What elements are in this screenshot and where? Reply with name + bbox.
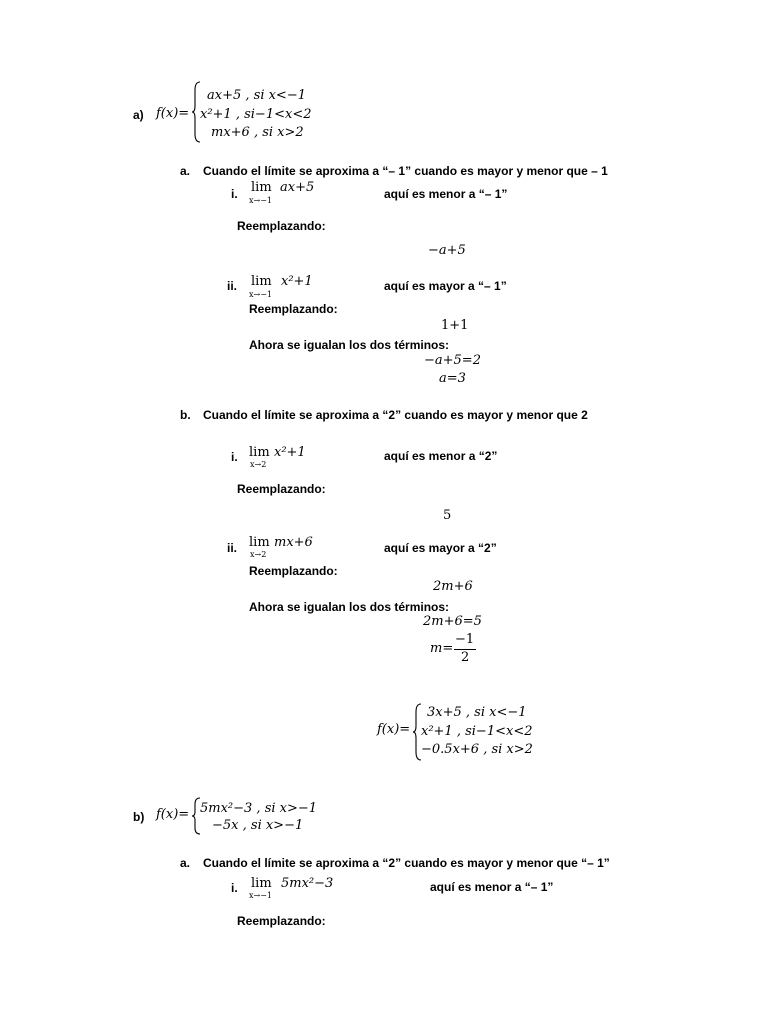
function-name-text: f(x)= <box>156 106 190 121</box>
replace-heading: Reemplazando: <box>237 219 326 233</box>
limit-expression: x²+1 <box>274 445 306 460</box>
limit-subscript: x→−1 <box>249 891 273 900</box>
part-b-case-1: 5mx²−3 , si x>−1 <box>200 801 318 816</box>
section-b-label: b. <box>180 408 191 422</box>
section-a-heading: Cuando el límite se aproxima a “– 1” cuando es mayor y menor que – 1 <box>203 164 608 178</box>
part-a-label: a) <box>133 108 144 122</box>
limit-operator: lim <box>251 274 272 289</box>
limit-subscript: x→2 <box>250 550 267 559</box>
replace-result: 1+1 <box>441 318 469 333</box>
part-b-label: b) <box>133 810 145 824</box>
part-b-case-2: −5x , si x>−1 <box>212 818 304 833</box>
replace-result: 2m+6 <box>433 579 473 594</box>
limit-operator: lim <box>249 535 270 550</box>
item-ii-label: ii. <box>227 279 238 293</box>
limit-operator: lim <box>251 180 272 195</box>
limit-subscript: x→−1 <box>249 290 273 299</box>
limit-subscript: x→−1 <box>249 196 273 205</box>
equation-1: 2m+6=5 <box>423 614 482 629</box>
item-i-label: i. <box>231 881 238 895</box>
replace-heading: Reemplazando: <box>249 564 338 578</box>
final-function-name <box>377 722 410 738</box>
replace-heading: Reemplazando: <box>237 914 326 928</box>
part-b-section-a-label: a. <box>180 856 191 870</box>
part-b-section-a-heading: Cuando el límite se aproxima a “2” cuando es mayor y menor que “– 1” <box>203 856 610 870</box>
part-b-function-name <box>156 807 189 823</box>
function-name-text: f(x)= <box>156 807 190 822</box>
limit-note: aquí es mayor a “– 1” <box>384 279 507 293</box>
limit-subscript: x→2 <box>250 460 267 469</box>
item-i-label: i. <box>231 450 238 464</box>
limit-operator: lim <box>249 445 270 460</box>
limit-expression: ax+5 <box>280 180 315 195</box>
item-ii-label: ii. <box>227 541 238 555</box>
part-a-function-name <box>156 106 189 122</box>
replace-heading: Reemplazando: <box>249 302 338 316</box>
replace-result: −a+5 <box>428 243 466 258</box>
fraction-denominator: 2 <box>461 650 470 665</box>
equal-heading: Ahora se igualan los dos términos: <box>249 338 450 352</box>
limit-operator: lim <box>251 876 272 891</box>
fraction-numerator: −1 <box>455 632 475 647</box>
final-case-3: −0.5x+6 , si x>2 <box>421 742 533 757</box>
limit-expression: mx+6 <box>274 535 313 550</box>
section-a-label: a. <box>180 164 191 178</box>
equation-2-lhs: m= <box>430 641 454 656</box>
equation-2: a=3 <box>439 371 466 386</box>
replace-result: 5 <box>443 508 452 523</box>
limit-expression: x²+1 <box>281 274 313 289</box>
part-a-case-2: x²+1 , si−1<x<2 <box>200 107 312 122</box>
item-i-label: i. <box>231 187 238 201</box>
replace-heading: Reemplazando: <box>237 482 326 496</box>
limit-note: aquí es menor a “– 1” <box>384 187 508 201</box>
final-case-1: 3x+5 , si x<−1 <box>427 705 527 720</box>
limit-note: aquí es menor a “2” <box>384 449 498 463</box>
equation-1: −a+5=2 <box>424 353 481 368</box>
part-a-case-1: ax+5 , si x<−1 <box>207 88 306 103</box>
function-name-text: f(x)= <box>377 722 411 737</box>
section-b-heading: Cuando el límite se aproxima a “2” cuando es mayor y menor que 2 <box>203 408 588 422</box>
equal-heading: Ahora se igualan los dos términos: <box>249 600 450 614</box>
limit-note: aquí es menor a “– 1” <box>430 880 554 894</box>
limit-note: aquí es mayor a “2” <box>384 541 497 555</box>
final-case-2: x²+1 , si−1<x<2 <box>421 724 533 739</box>
part-a-case-3: mx+6 , si x>2 <box>211 125 304 140</box>
limit-expression: 5mx²−3 <box>281 876 334 891</box>
